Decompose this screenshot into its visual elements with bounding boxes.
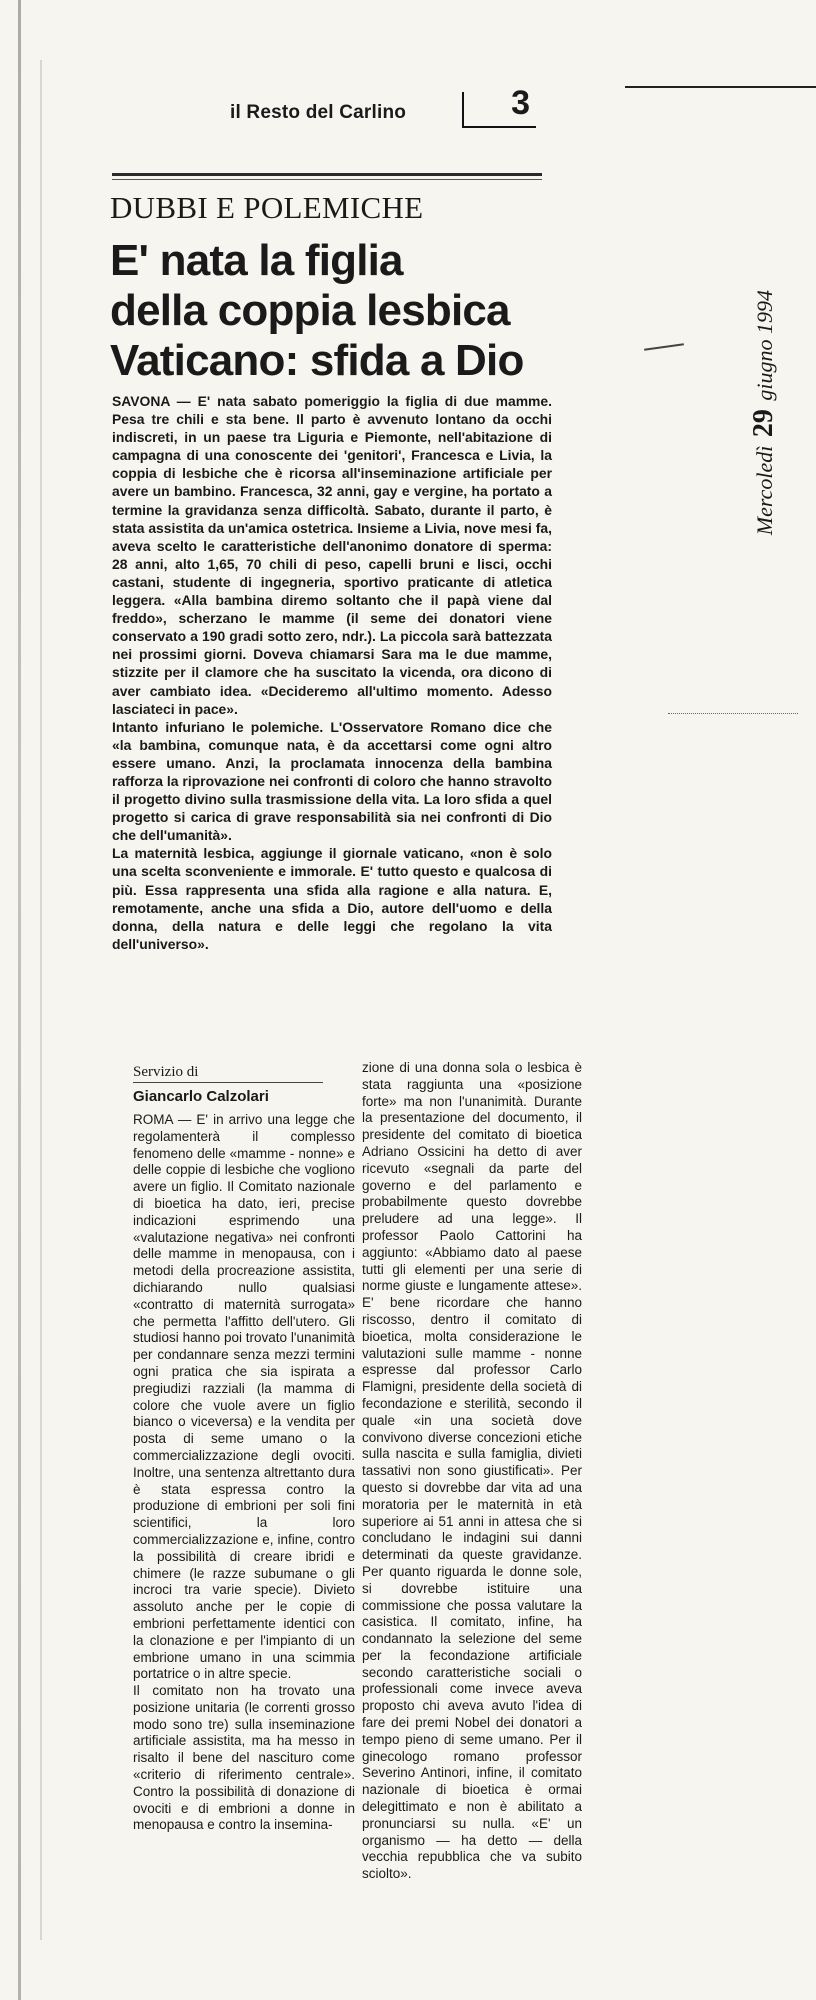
masthead xyxy=(230,84,540,130)
date-weekday: Mercoledì xyxy=(752,445,777,536)
issue-date xyxy=(748,290,780,535)
author-name: Giancarlo Calzolari xyxy=(133,1088,269,1105)
article-headline xyxy=(110,236,570,386)
headline-line: E' nata la figlia xyxy=(110,236,403,285)
date-day: 29 xyxy=(748,409,779,438)
lead-paragraph: Intanto infuriano le polemiche. L'Osservatore Romano dice che «la bambina, comunque nata, è da accettarsi come ogni altro essere umano. Anzi, la proclamata innocenza della bambina rafforza la riprovazione nei confronti di coloro che hanno stravolto il progetto divino sulla trasmissione della vita. La loro sfida a quel progetto si carica di grave responsabilità sia nei confronti di Dio che dell'umanità». xyxy=(112,718,552,844)
body-column-1 xyxy=(133,1112,355,1834)
article-lead xyxy=(112,392,552,953)
header-rule xyxy=(112,173,542,176)
service-label: Servizio di xyxy=(133,1064,199,1080)
body-paragraph: zione di una donna sola o lesbica è stata raggiunta una «posizione forte» ma non l'unanimità. Durante la presentazione del documento, il presidente del comitato di bioetica Adriano Ossicini ha detto di aver ricevuto «segnali da parte del governo e del parlamento e probabilmente questo dovrebbe preludere ad una legge». Il professor Paolo Cattorini ha aggiunto: «Abbiamo dato al paese tutti gli elementi per una serie di norme giuste e lungamente attese». E' bene ricordare che hanno riscosso, dentro il comitato di bioetica, molta considerazione le valutazioni sulle mamme - nonne espresse dal professor Carlo Flamigni, presidente della società di fecondazione e sterilità, secondo il quale «in una società dove convivono diverse concezioni etiche sulla nascita e sulla famiglia, divieti tassativi non sono giustificati». Per questo si dovrebbe dar vita ad una moratoria per le maternità in età superiore ai 51 anni in attesa che si concludano le indagini sui danni determinati da queste gravidanze. Per quanto riguarda le donne sole, si dovrebbe istituire una commissione che possa valutare la casistica. Il comitato, infine, ha condannato la selezione del seme per la fecondazione artificiale secondo caratteristiche sociali o professionali come invece aveva proposto chi aveva avuto l'idea di fare dei premi Nobel dei donatori a tempo pieno di seme umano. Per il ginecologo romano professor Severino Antinori, infine, il comitato nazionale di bioetica è ormai delegittimato e non è abilitato a pronunciarsi su nulla. «E' un organismo — ha detto — della vecchia repubblica che va subito sciolto». xyxy=(362,1060,582,1882)
body-column-2 xyxy=(362,1060,582,1883)
dotted-mark xyxy=(668,713,798,715)
page-number: 3 xyxy=(511,84,530,122)
lead-paragraph: SAVONA — E' nata sabato pomeriggio la figlia di due mamme. Pesa tre chili e sta bene. Il parto è avvenuto lontano da occhi indiscreti, in un paese tra Liguria e Piemonte, nell'abitazione di campagna di una conoscente dei 'genitori', Francesca e Livia, la coppia di lesbiche che è ricorsa all'inseminazione artificiale per avere un bambino. Francesca, 32 anni, gay e vergine, ha portato a termine la gravidanza senza difficoltà. Sabato, durante il parto, è stata assistita da un'amica ostetrica. Insieme a Livia, nove mesi fa, aveva scelto le caratteristiche dell'anonimo donatore di sperma: 28 anni, alto 1,65, 70 chili di peso, capelli bruni e lisci, occhi castani, studente di ingegneria, sportivo praticante di atletica leggera. «Alla bambina diremo soltanto che il papà viene dal freddo», scherzano le mamme (il seme dei donatori viene conservato a 190 gradi sotto zero, ndr.). La piccola sarà battezzata nei prossimi giorni. Doveva chiamarsi Sara ma le due mamme, stizzite per il clamore che ha suscitato la vicenda, ora dicono di aver cambiato idea. «Decideremo all'ultimo momento. Adesso lasciateci in pace». xyxy=(112,393,552,717)
body-paragraph: Il comitato non ha trovato una posizione unitaria (le correnti grosso modo sono tre) sulla inseminazione artificiale assistita, ma ha messo in risalto il bene del nascituro come «criterio di riferimento centrale». Contro la possibilità di donazione di ovociti e di embrioni a donne in menopausa e contro la insemina- xyxy=(133,1683,355,1833)
header-rule-thin xyxy=(112,179,542,180)
scan-edge-secondary xyxy=(40,60,42,1940)
headline-line: della coppia lesbica xyxy=(110,286,510,335)
article-kicker: DUBBI E POLEMICHE xyxy=(110,190,424,225)
date-month-year: giugno 1994 xyxy=(752,290,777,401)
scan-edge xyxy=(18,0,21,2000)
lead-paragraph: La maternità lesbica, aggiunge il giornale vaticano, «non è solo una scelta sconveniente e immorale. E' tutto questo e qualcosa di più. Essa rappresenta una sfida alla ragione e alla natura. E, remotamente, anche una sfida a Dio, autore dell'uomo e della donna, della natura e delle leggi che regolano la vita dell'universo». xyxy=(112,845,552,952)
body-paragraph: ROMA — E' in arrivo una legge che regolamenterà il complesso fenomeno delle «mamme - nonne» e delle coppie di lesbiche che vogliono avere un figlio. Il Comitato nazionale di bioetica ha dato, ieri, precise indicazioni esprimendo una «valutazione negativa» nei confronti delle mamme in menopausa, con i metodi della procreazione assistita, dichiarando nullo qualsiasi «contratto di maternità surrogata» che permetta l'affitto dell'utero. Gli studiosi hanno poi trovato l'unanimità per condannare senza mezzi termini ogni pratica che sia ispirata a pregiudizi razziali (la mamma di colore che vuole avere un figlio bianco o viceversa) e la vendita per posta di seme umano o la commercializzazione degli ovociti. Inoltre, una sentenza altrettanto dura è stata espressa contro la produzione di embrioni per soli fini scientifici, la loro commercializzazione e, infine, contro la possibilità di creare ibridi e chimere (le razze subumane o gli incroci tra varie specie). Divieto assoluto anche per le copie di embrioni perfettamente identici con la clonazione e per l'impianto di un embrione umano in una scimmia portatrice o in altre specie. xyxy=(133,1112,355,1682)
byline-rule xyxy=(133,1082,323,1083)
headline-line: Vaticano: sfida a Dio xyxy=(110,336,524,385)
pen-mark xyxy=(644,343,684,351)
corner-rule xyxy=(625,86,816,88)
newspaper-name: il Resto del Carlino xyxy=(230,102,407,123)
page-number-box xyxy=(462,84,536,128)
